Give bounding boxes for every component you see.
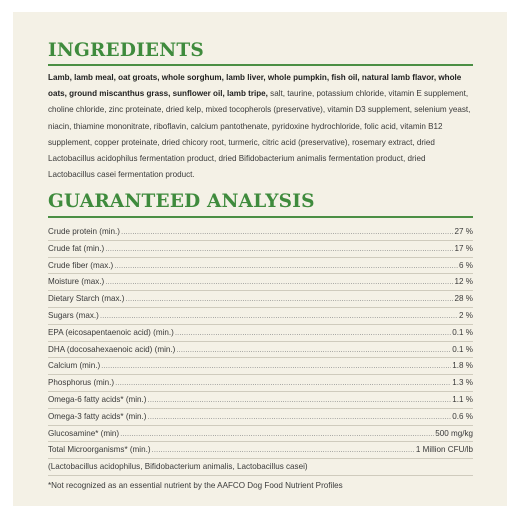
nutrient-name: Omega-6 fatty acids* (min.) [48, 394, 147, 404]
nutrient-name: Sugars (max.) [48, 310, 99, 320]
dot-leader [105, 241, 453, 257]
analysis-row [48, 426, 473, 443]
nutrient-name: Crude fat (min.) [48, 243, 105, 253]
nutrient-name: Calcium (min.) [48, 361, 101, 371]
nutrient-value: 0.6 % [452, 411, 473, 421]
nutrient-name: Phosphorus (min.) [48, 378, 115, 388]
guaranteed-analysis-heading: GUARANTEED ANALYSIS [48, 191, 315, 212]
nutrient-value: 0.1 % [452, 344, 473, 354]
analysis-row [48, 291, 473, 308]
dot-leader [120, 426, 434, 442]
nutrient-value: 12 % [454, 277, 473, 287]
dot-leader [100, 308, 458, 324]
nutrient-name: Glucosamine* (min) [48, 428, 120, 438]
dot-leader [121, 224, 454, 240]
ingredients-heading: INGREDIENTS [48, 40, 204, 61]
nutrient-value: 6 % [459, 260, 473, 270]
nutrient-value: 1.1 % [452, 394, 473, 404]
ingredients-regular-text: salt, taurine, potassium chloride, vitamin E supplement, choline chloride, zinc proteinate, dried kelp, mixed tocopherols (preservative), vitamin D3 supplement, selenium yeast, niacin, thiamine mononitrate, riboflavin, calcium pantothenate, pyridoxine hydrochloride, folic acid, vitamin B12 supplement, copper proteinate, dried chicory root, turmeric, citric acid (preservative), rosemary extract, dried Lactobacillus acidophilus fermentation product, dried Bifidobacterium animalis fermentation product, dried Lactobacillus casei fermentation product. [48, 89, 471, 180]
ingredients-divider [48, 64, 473, 66]
analysis-row [48, 308, 473, 325]
analysis-row [48, 258, 473, 275]
nutrient-name: Dietary Starch (max.) [48, 294, 125, 304]
nutrient-name: Crude fiber (max.) [48, 260, 114, 270]
analysis-row [48, 442, 473, 459]
analysis-row [48, 375, 473, 392]
analysis-row [48, 392, 473, 409]
nutrient-name: Omega-3 fatty acids* (min.) [48, 411, 147, 421]
ingredients-bold-text: Lamb, lamb meal, oat groats, whole sorghum, lamb liver, whole pumpkin, fish oil, natural lamb flavor, whole oats, ground miscanthus grass, sunflower oil, lamb tripe, [48, 73, 462, 99]
nutrient-name: EPA (eicosapentaenoic acid) (min.) [48, 327, 174, 337]
nutrient-name: DHA (docosahexaenoic acid) (min.) [48, 344, 176, 354]
nutrient-value: 0.1 % [452, 327, 473, 337]
nutrient-name: Moisture (max.) [48, 277, 105, 287]
dot-leader [175, 325, 451, 341]
dot-leader [148, 392, 452, 408]
microorganisms-note: (Lactobacillus acidophilus, Bifidobacterium animalis, Lactobacillus casei) [48, 459, 473, 476]
nutrient-value: 2 % [459, 310, 473, 320]
analysis-row [48, 241, 473, 258]
analysis-row [48, 274, 473, 291]
ingredients-list [48, 70, 473, 183]
analysis-row [48, 342, 473, 359]
dot-leader [152, 442, 415, 458]
nutrient-value: 1.3 % [452, 378, 473, 388]
nutrient-value: 1.8 % [452, 361, 473, 371]
guaranteed-analysis-divider [48, 216, 473, 218]
nutrient-value: 1 Million CFU/lb [415, 445, 473, 455]
nutrient-value: 17 % [454, 243, 473, 253]
dot-leader [114, 258, 458, 274]
analysis-row [48, 325, 473, 342]
analysis-row [48, 409, 473, 426]
dot-leader [176, 342, 451, 358]
analysis-row [48, 224, 473, 241]
dot-leader [105, 274, 453, 290]
analysis-row [48, 358, 473, 375]
dot-leader [115, 375, 451, 391]
aafco-footnote: *Not recognized as an essential nutrient by the AAFCO Dog Food Nutrient Profiles [48, 480, 343, 490]
nutrient-name: Crude protein (min.) [48, 227, 120, 236]
dot-leader [101, 358, 451, 374]
dot-leader [148, 409, 452, 425]
nutrient-value: 500 mg/kg [435, 428, 473, 438]
guaranteed-analysis-table [48, 224, 473, 494]
nutrient-name: Total Microorganisms* (min.) [48, 445, 151, 455]
nutrient-value: 27 % [454, 227, 473, 236]
nutrient-value: 28 % [454, 294, 473, 304]
dot-leader [125, 291, 453, 307]
